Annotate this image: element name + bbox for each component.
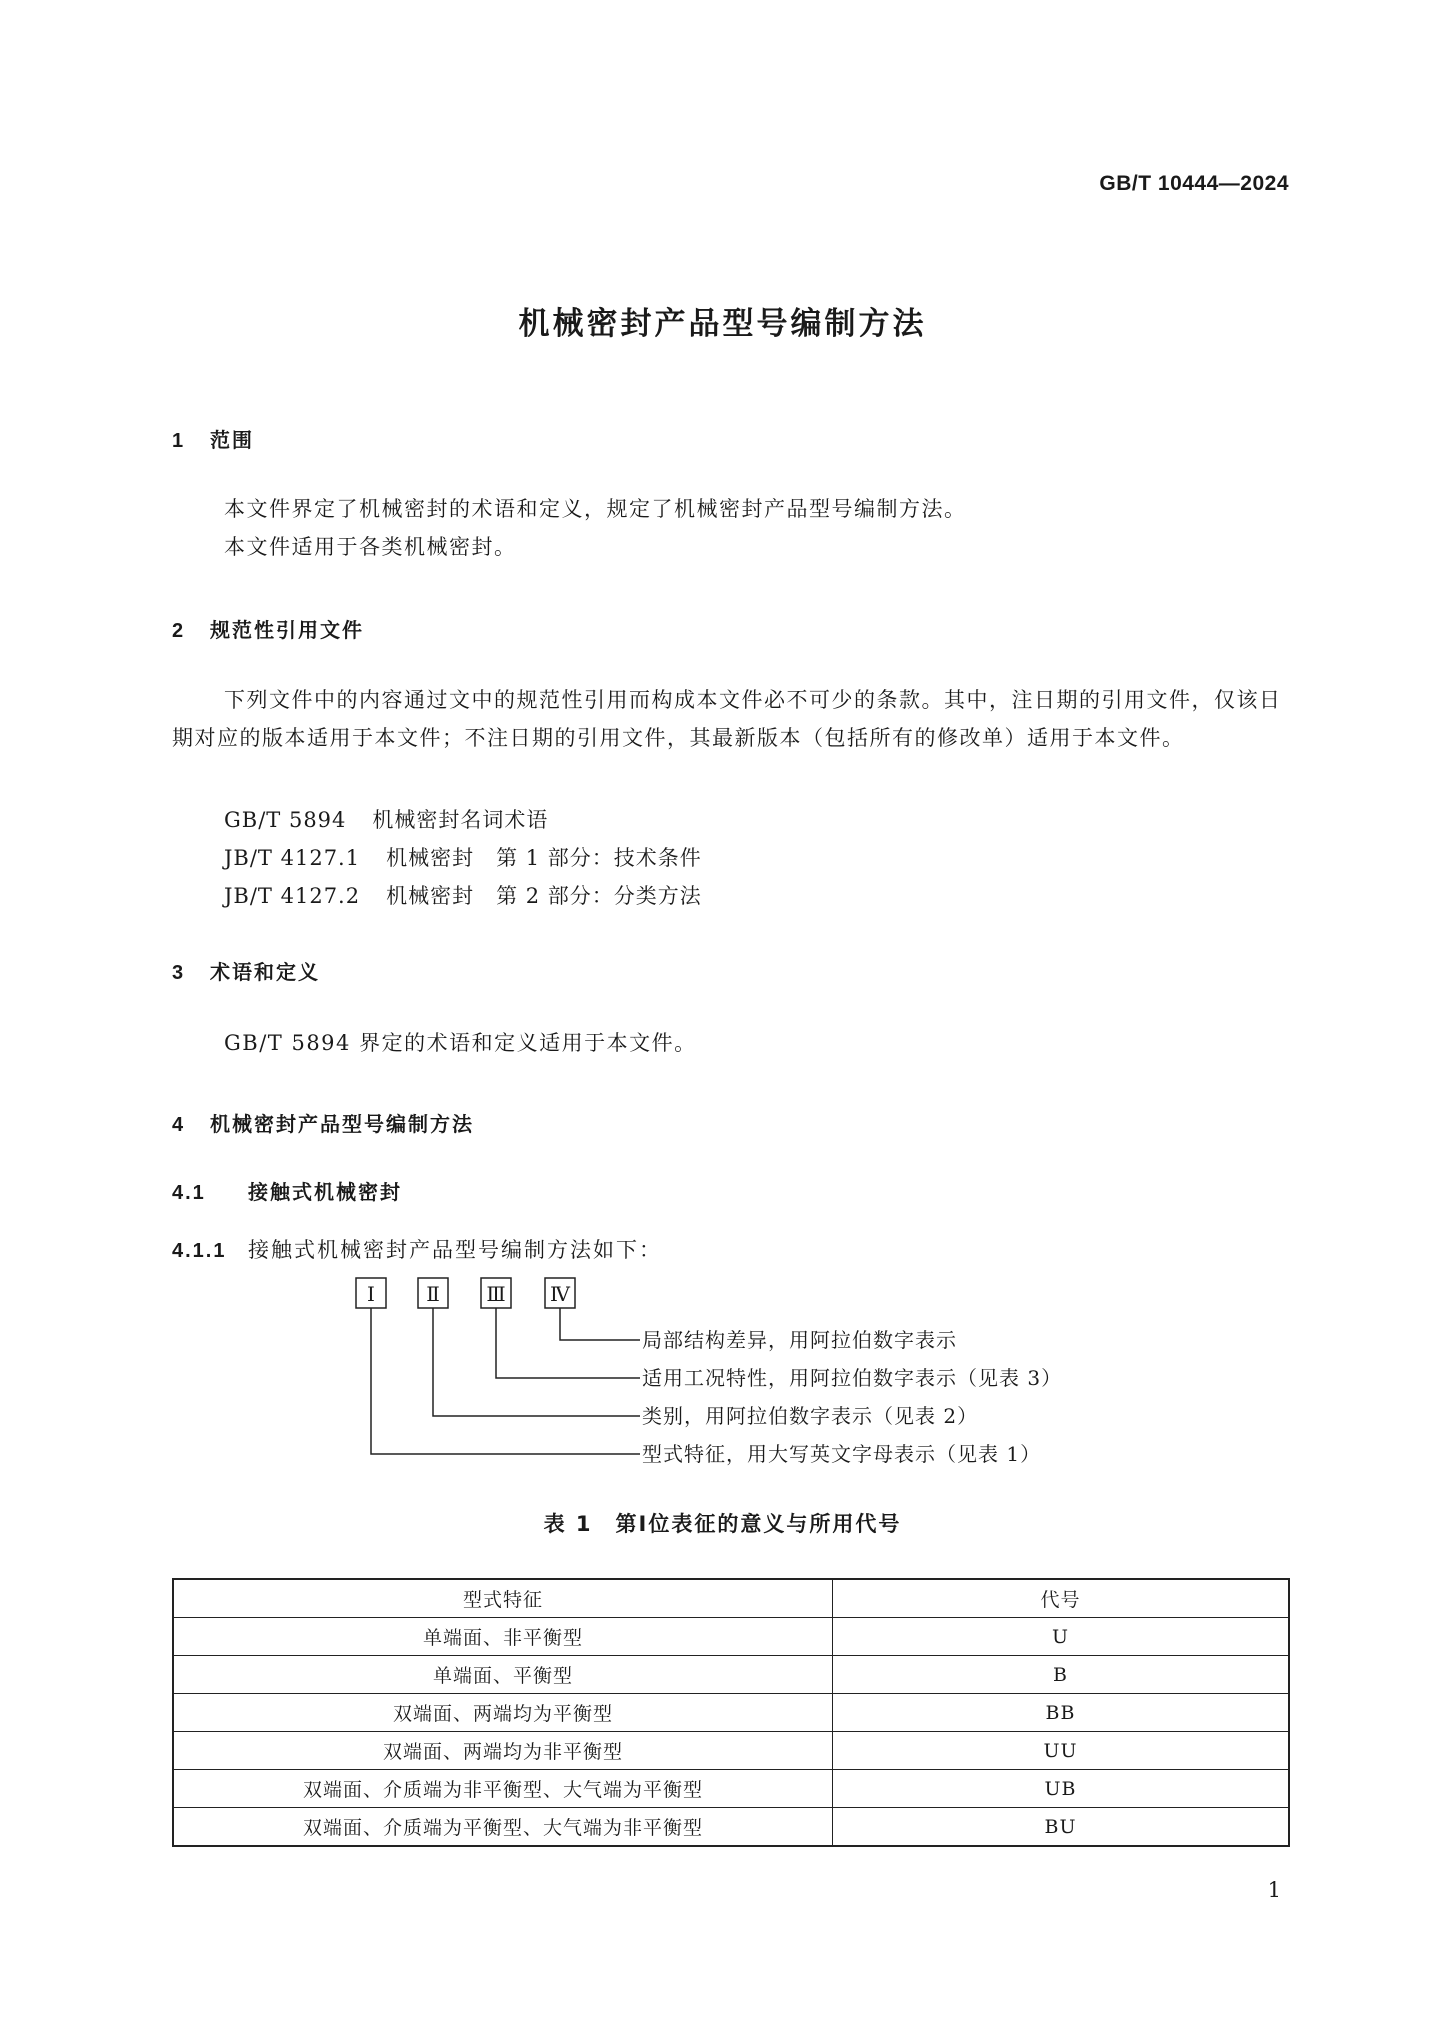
clause-number: 4.1.1 [172,1240,227,1262]
section-number: 2 [172,620,186,642]
paragraph: GB/T 5894 界定的术语和定义适用于本文件。 [224,1031,697,1055]
leader-line-3 [496,1308,640,1378]
reference-title: 机械密封名词术语 [372,808,549,832]
section-title: 范围 [210,428,254,452]
code-cell: UU [833,1732,1290,1770]
standard-number: GB/T 10444—2024 [1099,172,1289,195]
table-row [173,1656,1289,1694]
diagram-label: 适用工况特性，用阿拉伯数字表示（见表 3） [642,1366,1063,1390]
section-number: 4.1 [172,1182,206,1204]
table-row [173,1732,1289,1770]
section-number: 1 [172,430,186,452]
section-number: 4 [172,1114,186,1136]
leader-line-2 [433,1308,640,1416]
reference-title: 机械密封 第 1 部分：技术条件 [386,846,702,870]
table-caption: 表 1 第Ⅰ位表征的意义与所用代号 [543,1512,902,1536]
type-feature-cell: 双端面、两端均为平衡型 [173,1694,833,1732]
table-header-row [173,1579,1289,1618]
code-cell: B [833,1656,1290,1694]
paragraph: 下列文件中的内容通过文中的规范性引用而构成本文件必不可少的条款。其中，注日期的引用文件，仅该日期对应的版本适用于本文件；不注日期的引用文件，其最新版本（包括所有的修改单）适用于本文件。 [172,688,1282,750]
code-cell: U [833,1618,1290,1656]
box-label: Ⅰ [367,1282,375,1306]
table-row [173,1770,1289,1808]
column-header: 代号 [833,1579,1290,1618]
column-header: 型式特征 [173,1579,833,1618]
box-label: Ⅱ [426,1282,440,1306]
reference-code: GB/T 5894 [224,808,347,832]
section-number: 3 [172,962,186,984]
type-feature-cell: 双端面、介质端为平衡型、大气端为非平衡型 [173,1808,833,1847]
type-feature-cell: 单端面、非平衡型 [173,1618,833,1656]
leader-line-1 [371,1308,640,1454]
type-feature-cell: 单端面、平衡型 [173,1656,833,1694]
diagram-label: 类别，用阿拉伯数字表示（见表 2） [642,1404,979,1428]
clause-text: 接触式机械密封产品型号编制方法如下： [248,1238,662,1262]
diagram-label: 局部结构差异，用阿拉伯数字表示 [642,1328,957,1352]
table-row [173,1618,1289,1656]
paragraph: 本文件界定了机械密封的术语和定义，规定了机械密封产品型号编制方法。 [224,497,967,521]
section-title: 术语和定义 [210,960,320,984]
reference-code: JB/T 4127.2 [224,884,361,908]
table-row [173,1808,1289,1847]
document-title: 机械密封产品型号编制方法 [518,306,927,342]
box-label: Ⅲ [486,1282,506,1306]
box-label: Ⅳ [550,1282,570,1306]
page-number: 1 [1267,1878,1281,1902]
paragraph: 本文件适用于各类机械密封。 [224,535,517,559]
code-cell: UB [833,1770,1290,1808]
table-row [173,1694,1289,1732]
section-title: 机械密封产品型号编制方法 [210,1112,474,1136]
code-cell: BU [833,1808,1290,1847]
type-code-table [172,1578,1290,1847]
leader-line-4 [560,1308,640,1340]
section-title: 规范性引用文件 [210,618,364,642]
reference-title: 机械密封 第 2 部分：分类方法 [386,884,702,908]
reference-code: JB/T 4127.1 [224,846,361,870]
type-feature-cell: 双端面、介质端为非平衡型、大气端为平衡型 [173,1770,833,1808]
section-title: 接触式机械密封 [248,1180,402,1204]
type-feature-cell: 双端面、两端均为非平衡型 [173,1732,833,1770]
code-cell: BB [833,1694,1290,1732]
diagram-label: 型式特征，用大写英文字母表示（见表 1） [642,1442,1042,1466]
